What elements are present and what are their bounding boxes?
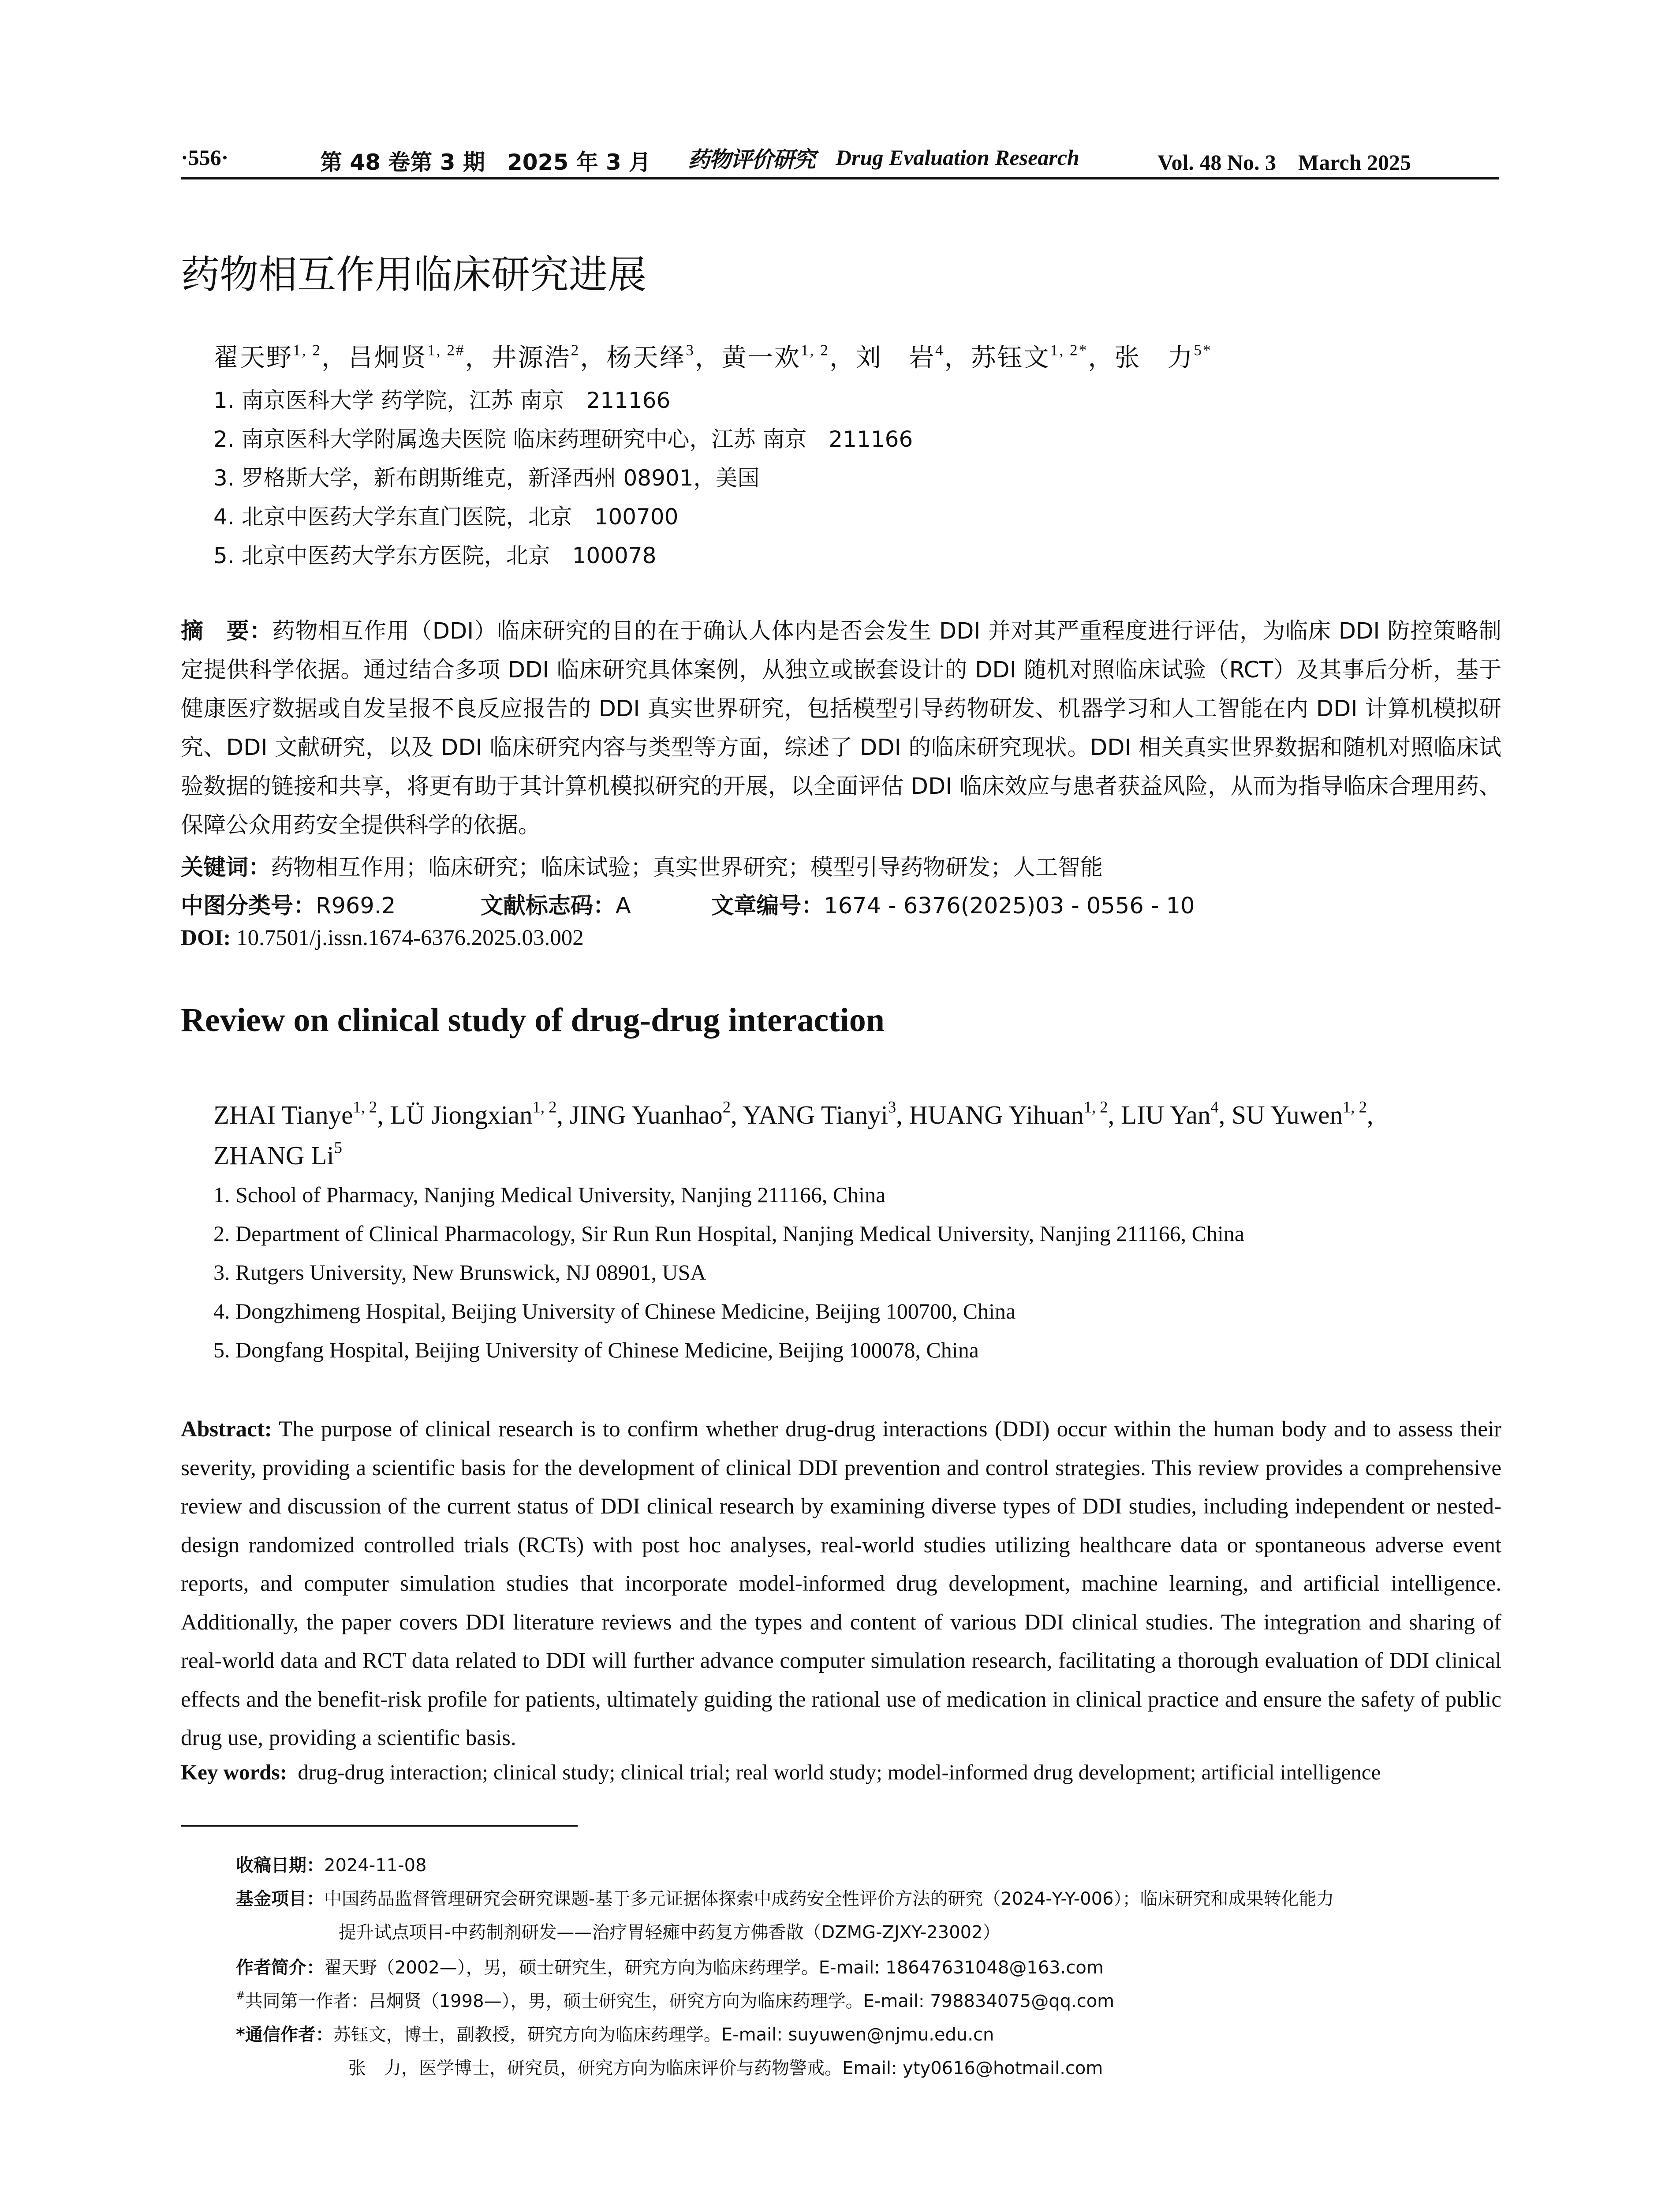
clc-label: 中图分类号： <box>181 893 316 919</box>
cn-author-affiliation-mark: 1, 2* <box>1050 341 1088 359</box>
cn-author-name: 苏钰文 <box>971 344 1050 372</box>
en-author-affiliation-mark: 1, 2 <box>532 1098 557 1116</box>
en-author-separator: , <box>896 1100 909 1129</box>
abstract-cn <box>181 612 1501 845</box>
keywords-cn-label: 关键词： <box>181 855 271 881</box>
journal-logo: 药物评价研究 <box>688 146 815 172</box>
cn-author-name: 张 力 <box>1114 344 1194 372</box>
footnote-received <box>236 1851 426 1876</box>
cn-author-affiliation-mark: 4 <box>935 341 945 359</box>
en-author-name: LIU Yan <box>1121 1100 1211 1129</box>
footnote-fund <box>236 1885 1334 1910</box>
en-author-affiliation-mark: 3 <box>888 1098 896 1116</box>
en-author-separator: , <box>556 1100 570 1129</box>
en-author-affiliation-mark: 2 <box>722 1098 731 1116</box>
doi-label: DOI: <box>181 926 231 950</box>
abstract-cn-text: 药物相互作用（DDI）临床研究的目的在于确认人体内是否会发生 DDI 并对其严重程度进行评估，为临床 DDI 防控策略制定提供科学依据。通过结合多项 DDI 临床研究具体案例，从独立或嵌套设计的 DDI 随机对照临床试验（RCT）及其事后分析，基于健康医疗数据或自发呈报不良反应报告的 DDI 真实世界研究，包括模型引导药物研发、机器学习和人工智能在内 DDI 计算机模拟研究、DDI 文献研究，以及 DDI 临床研究内容与类型等方面，综述了 DDI 的临床研究现状。DDI 相关真实世界数据和随机对照临床试验数据的链接和共享，将更有助于其计算机模拟研究的开展，以全面评估 DDI 临床效应与患者获益风险，从而为指导临床合理用药、保障公众用药安全提供科学的依据。 <box>181 618 1501 838</box>
cn-author-name: 刘 岩 <box>856 344 935 372</box>
header-rule <box>181 177 1499 179</box>
keywords-cn-text: 药物相互作用；临床研究；临床试验；真实世界研究；模型引导药物研发；人工智能 <box>271 855 1103 881</box>
en-author-affiliation-mark: 1, 2 <box>353 1098 377 1116</box>
volume-en: Vol. 48 No. 3 March 2025 <box>1157 150 1411 175</box>
affiliation-cn-5: 5. 北京中医药大学东方医院，北京 100078 <box>213 543 657 568</box>
received-label: 收稿日期： <box>236 1855 324 1876</box>
en-author-separator: , <box>1218 1100 1232 1129</box>
abstract-en <box>181 1410 1501 1758</box>
footnote-corresponding <box>236 2021 994 2046</box>
cn-author-name: 井源浩 <box>491 344 571 372</box>
footnote-bio <box>236 1954 1104 1979</box>
abstract-en-text: The purpose of clinical research is to confirm whether drug-drug interactions (DDI) occur within the human body and to assess their severity, providing a scientific basis for the development of clinical DDI prevention and control strategies. This review provides a comprehensive review and discussion of the current status of DDI clinical research by examining diverse types of DDI studies, including independent or nested-design randomized controlled trials (RCTs) with post hoc analyses, real-world studies utilizing healthcare data or spontaneous adverse event reports, and computer simulation studies that incorporate model-informed drug development, machine learning, and artificial intelligence. Additionally, the paper covers DDI literature reviews and the types and content of various DDI clinical studies. The integration and sharing of real-world data and RCT data related to DDI will further advance computer simulation research, facilitating a thorough evaluation of DDI clinical effects and the benefit-risk profile for patients, ultimately guiding the rational use of medication in clinical practice and ensure the safety of public drug use, providing a scientific basis. <box>181 1417 1501 1750</box>
cn-author-separator: ， <box>695 344 721 372</box>
cn-author-separator: ， <box>944 344 971 372</box>
authors-cn <box>213 337 1212 374</box>
en-author-affiliation-mark: 5 <box>334 1138 342 1157</box>
fund-label: 基金项目： <box>236 1889 324 1909</box>
issue-cn: 第 48 卷第 3 期 2025 年 3 月 <box>320 149 651 175</box>
cofirst-label: 共同第一作者： <box>245 1991 369 2011</box>
affiliation-en-1: 1. School of Pharmacy, Nanjing Medical University, Nanjing 211166, China <box>213 1182 886 1207</box>
keywords-en <box>181 1760 1381 1785</box>
journal-name-en: Drug Evaluation Research <box>836 145 1079 170</box>
clc-value: R969.2 <box>316 893 396 919</box>
affiliation-en-3: 3. Rutgers University, New Brunswick, NJ 08901, USA <box>213 1260 706 1285</box>
cofirst-mark: # <box>236 1989 245 2002</box>
cn-author-separator: ， <box>465 344 492 372</box>
en-author-affiliation-mark: 1, 2 <box>1083 1098 1108 1116</box>
affiliation-cn-1: 1. 南京医科大学 药学院，江苏 南京 211166 <box>213 388 671 413</box>
doi-value: 10.7501/j.issn.1674-6376.2025.03.002 <box>236 926 584 950</box>
en-author-affiliation-mark: 1, 2 <box>1343 1098 1367 1116</box>
cn-author-name: 翟天野 <box>213 344 293 372</box>
cn-author-affiliation-mark: 1, 2 <box>293 341 321 359</box>
running-header <box>181 140 1499 177</box>
keywords-cn <box>181 849 1103 882</box>
doc-code-value: A <box>615 893 631 919</box>
abstract-en-label: Abstract: <box>181 1417 272 1442</box>
footnote-fund-cont: 提升试点项目-中药制剂研发——治疗胃轻瘫中药复方佛香散（DZMG-ZJXY-23002） <box>339 1922 1001 1943</box>
en-author-name: HUANG Yihuan <box>909 1100 1084 1129</box>
affiliation-cn-2: 2. 南京医科大学附属逸夫医院 临床药理研究中心，江苏 南京 211166 <box>213 426 913 452</box>
en-author-name: ZHAI Tianye <box>213 1100 353 1129</box>
affiliation-en-5: 5. Dongfang Hospital, Beijing University of Chinese Medicine, Beijing 100078, China <box>213 1338 979 1362</box>
page-number: ·556· <box>181 145 229 170</box>
cn-author-affiliation-mark: 3 <box>686 341 695 359</box>
cn-author-affiliation-mark: 5* <box>1194 341 1212 359</box>
corr-label: *通信作者： <box>236 2025 333 2045</box>
en-author-separator: , <box>377 1100 390 1129</box>
cn-author-name: 杨天绎 <box>606 344 686 372</box>
abstract-cn-label: 摘 要： <box>181 618 273 644</box>
classification-line <box>181 887 1195 920</box>
cn-author-affiliation-mark: 2 <box>571 341 580 359</box>
cn-author-separator: ， <box>829 344 856 372</box>
title-en: Review on clinical study of drug-drug interaction <box>181 1002 885 1039</box>
cn-author-name: 黄一欢 <box>721 344 801 372</box>
affiliation-en-4: 4. Dongzhimeng Hospital, Beijing University of Chinese Medicine, Beijing 100700, China <box>213 1299 1016 1323</box>
en-author-affiliation-mark: 4 <box>1210 1098 1219 1116</box>
affiliation-cn-3: 3. 罗格斯大学，新布朗斯维克，新泽西州 08901，美国 <box>213 465 760 491</box>
en-author-separator: , <box>1108 1100 1121 1129</box>
en-author-name: JING Yuanhao <box>569 1100 723 1129</box>
footnote-corresponding-2: 张 力，医学博士，研究员，研究方向为临床评价与药物警戒。Email: yty0616@hotmail.com <box>348 2058 1103 2078</box>
cn-author-separator: ， <box>321 344 348 372</box>
affiliation-en-2: 2. Department of Clinical Pharmacology, Sir Run Run Hospital, Nanjing Medical University, Nanjing 211166, China <box>213 1221 1245 1246</box>
footnote-rule <box>181 1825 578 1827</box>
en-author-name: YANG Tianyi <box>743 1100 888 1129</box>
en-author-name: SU Yuwen <box>1232 1100 1343 1129</box>
cn-author-name: 吕炯贤 <box>348 344 427 372</box>
bio-label: 作者简介： <box>236 1958 324 1978</box>
doi-line <box>181 925 584 951</box>
en-author-name: ZHANG Li <box>213 1141 334 1170</box>
cn-author-separator: ， <box>1088 344 1115 372</box>
article-no-value: 1674 - 6376(2025)03 - 0556 - 10 <box>824 893 1195 919</box>
keywords-en-text: drug-drug interaction; clinical study; clinical trial; real world study; model-informed drug development; artificial intelligence <box>298 1760 1381 1784</box>
cn-author-affiliation-mark: 1, 2 <box>801 341 829 359</box>
en-author-separator: , <box>1366 1100 1374 1129</box>
en-author-separator: , <box>731 1100 743 1129</box>
doc-code-label: 文献标志码： <box>480 893 616 919</box>
fund-line-1: 中国药品监督管理研究会研究课题-基于多元证据体探索中成药安全性评价方法的研究（2024-Y-Y-006）；临床研究和成果转化能力 <box>324 1889 1334 1909</box>
keywords-en-label: Key words: <box>181 1760 287 1784</box>
cn-author-separator: ， <box>580 344 607 372</box>
corr-value-1: 苏钰文，博士，副教授，研究方向为临床药理学。E-mail: suyuwen@njmu.edu.cn <box>333 2025 994 2045</box>
cn-author-affiliation-mark: 1, 2# <box>427 341 465 359</box>
received-value: 2024-11-08 <box>324 1855 427 1876</box>
cofirst-value: 吕炯贤（1998—），男，硕士研究生，研究方向为临床药理学。E-mail: 798834075@qq.com <box>368 1991 1115 2011</box>
affiliation-cn-4: 4. 北京中医药大学东直门医院，北京 100700 <box>213 504 679 530</box>
bio-value: 翟天野（2002—），男，硕士研究生，研究方向为临床药理学。E-mail: 18647631048@163.com <box>324 1958 1104 1978</box>
footnote-cofirst <box>236 1987 1114 2012</box>
article-no-label: 文章编号： <box>711 893 824 919</box>
authors-en <box>213 1095 1505 1176</box>
en-author-name: LÜ Jiongxian <box>390 1100 533 1129</box>
title-cn: 药物相互作用临床研究进展 <box>181 252 647 297</box>
